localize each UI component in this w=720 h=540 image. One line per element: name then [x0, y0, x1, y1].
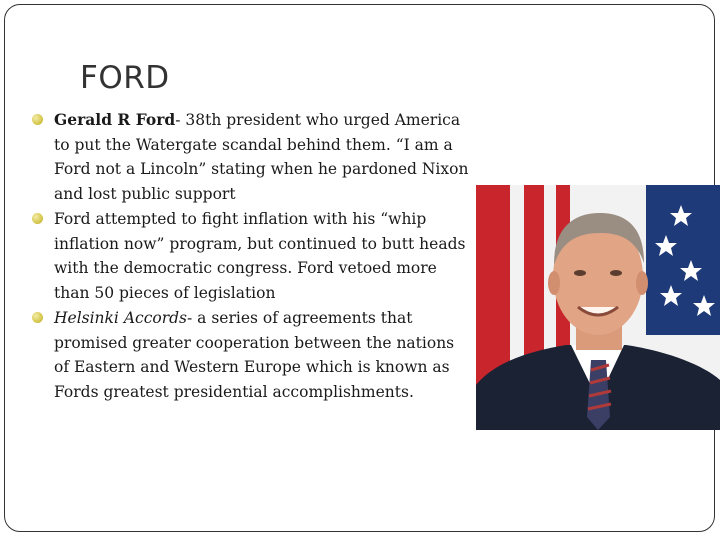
bullet-list: [30, 108, 470, 405]
bullet-lead-text: Helsinki Accords: [54, 309, 187, 327]
bullet-body-text: Ford attempted to fight inflation with his “whip inflation now” program, but continued to butt heads with the democratic congress. Ford vetoed more than 50 pieces of legislation: [54, 210, 466, 302]
portrait-illustration: [476, 185, 720, 430]
slide-title: FORD: [80, 60, 170, 96]
bullet-lead-text: Gerald R Ford: [54, 110, 176, 129]
bullet-item: [30, 207, 470, 305]
portrait-photo: [476, 185, 720, 430]
bullet-item: [30, 108, 470, 206]
bullet-marker-icon: [32, 312, 43, 323]
bullet-marker-icon: [32, 114, 43, 125]
bullet-body-text: - a series of agreements that promised greater cooperation between the nations of Eastern and Western Europe which is known as Fords greatest presidential accomplishments.: [54, 309, 455, 401]
bullet-marker-icon: [32, 213, 43, 224]
bullet-item: [30, 306, 470, 404]
bullet-body-text: - 38th president who urged America to put the Watergate scandal behind them. “I am a Ford not a Lincoln” stating when he pardoned Nixon and lost public support: [54, 111, 469, 203]
